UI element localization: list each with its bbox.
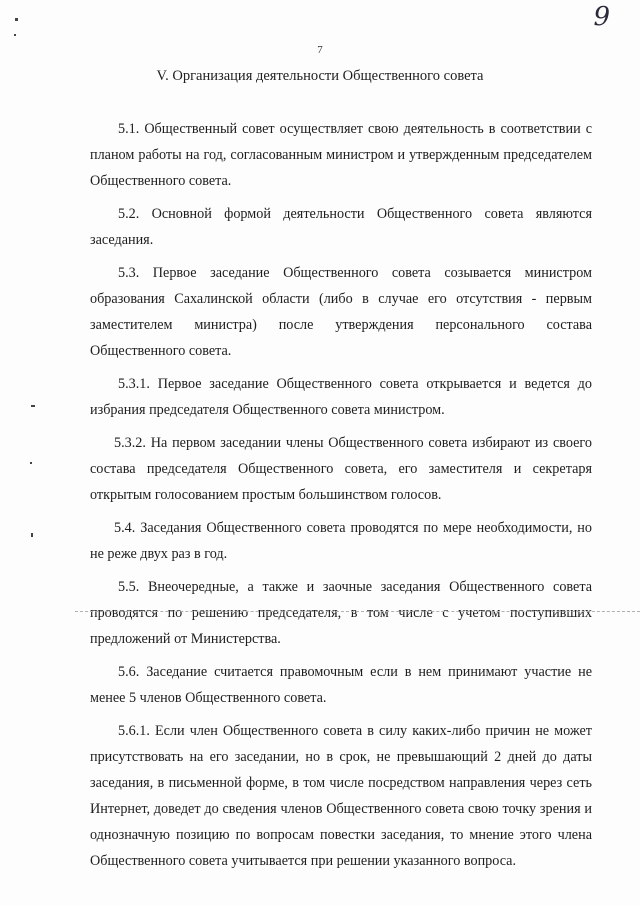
paragraph-5-6-1: 5.6.1. Если член Общественного совета в силу каких-либо причин не может присутствовать на его заседании, но в срок, не превышающий 2 дней до даты заседания, в письменной форме, в том числе посредством направления через сеть Интернет, доведет до сведения членов Общественного совета свою точку зрения и однозначную позицию по вопросам повестки заседания, то мнение этого члена Общественного совета учитывается при решении указанного вопроса. (90, 723, 592, 869)
scan-speck (31, 405, 35, 407)
paragraph-5-3: 5.3. Первое заседание Общественного совета созывается министром образования Сахалинской области (либо в случае его отсутствия - первым заместителем министра) после утверждения персонального состава Общественного совета. (90, 265, 592, 359)
paragraph-5-3-2: 5.3.2. На первом заседании члены Общественного совета избирают из своего состава председателя Общественного совета, его заместителя и секретаря открытым голосованием простым большинством голосов. (90, 435, 592, 503)
page-number: 7 (317, 44, 323, 56)
scan-speck (14, 34, 16, 36)
scan-fold-line (75, 611, 640, 612)
paragraph-5-6: 5.6. Заседание считается правомочным если в нем принимают участие не менее 5 членов Общественного совета. (90, 664, 592, 706)
paragraph-5-3-1: 5.3.1. Первое заседание Общественного совета открывается и ведется до избрания председателя Общественного совета министром. (90, 376, 592, 418)
paragraph-5-2: 5.2. Основной формой деятельности Общественного совета являются заседания. (90, 206, 592, 248)
paragraph-5-4: 5.4. Заседания Общественного совета проводятся по мере необходимости, но не реже двух раз в год. (90, 520, 592, 562)
handwritten-page-number: 9 (593, 2, 610, 32)
paragraph-5-5: 5.5. Внеочередные, а также и заочные заседания Общественного совета проводятся по решению председателя, в том числе с учетом поступивших предложений от Министерства. (90, 579, 592, 647)
scan-speck (15, 18, 18, 21)
scan-speck (30, 462, 32, 464)
section-heading: V. Организация деятельности Общественного совета (156, 68, 484, 84)
paragraph-5-1: 5.1. Общественный совет осуществляет свою деятельность в соответствии с планом работы на год, согласованным министром и утвержденным председателем Общественного совета. (90, 121, 592, 189)
document-body (90, 116, 592, 881)
scan-speck (31, 533, 33, 537)
